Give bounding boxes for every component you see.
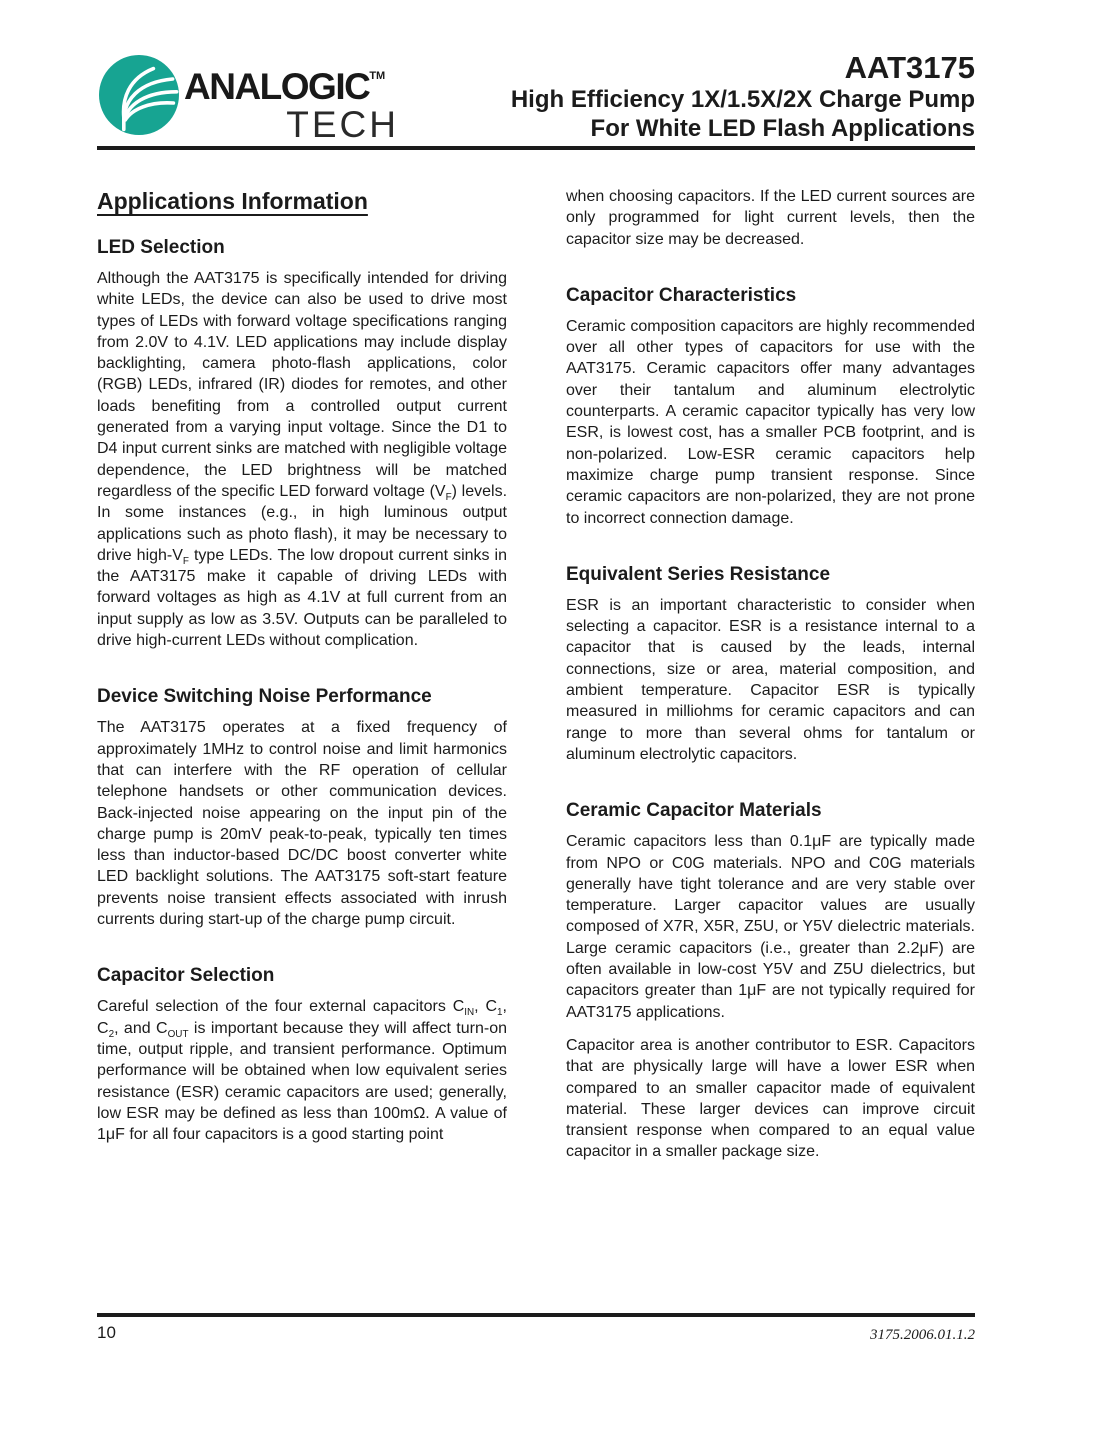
section-heading-ceramic-capacitor-materials: Ceramic Capacitor Materials [566, 800, 822, 822]
doc-title-line2: For White LED Flash Applications [590, 115, 975, 142]
brand-name-analogic [184, 57, 399, 106]
section-heading-device-switching-noise: Device Switching Noise Performance [97, 686, 432, 708]
doc-title-line1: High Efficiency 1X/1.5X/2X Charge Pump [510, 86, 975, 113]
logo-leaf-icon [99, 55, 179, 135]
section-heading-capacitor-characteristics: Capacitor Characteristics [566, 284, 797, 306]
section-heading-capacitor-selection: Capacitor Selection [97, 965, 275, 987]
paragraph-led-selection: Although the AAT3175 is specifically intended for driving white LEDs, the device can also be used to drive most types of LEDs with forward voltage specifications ranging from 2.0V to 4.1V. LED applications may include display backlighting, camera photo-flash applications, color (RGB) LEDs, infrared (IR) diodes for remotes, and other loads benefiting from a controlled output current generated from a varying input voltage. Since the D1 to D4 input current sinks are matched with negligible voltage dependence, the LED brightness will be matched regardless of the specific LED forward voltage $(V_F)$ levels. In some instances (e.g., in high luminous output applications such as photo flash), it may be necessary to drive high-$V_F$ type LEDs. The low dropout current sinks in the AAT3175 make it capable of driving LEDs with forward voltages as high as 4.1V at full current from an input supply as low as 3.5V. Outputs can be paralleled to drive high-current LEDs without complication. [97, 270, 508, 650]
page-number: 10 [97, 1323, 116, 1342]
section-heading-equivalent-series-resistance: Equivalent Series Resistance [566, 563, 831, 585]
header-rule [97, 146, 975, 150]
paragraph-ceramic-capacitor-materials-2: Capacitor area is another contributor to ESR. Capacitors that are physically large will have a lower ESR when compared to an smaller capacitor made of equivalent material. These larger devices can improve circuit transient response when compared to an equal value capacitor in a smaller package size. [566, 1036, 975, 1161]
brand-name-text: ANALOGIC [184, 66, 370, 107]
paragraph-ceramic-capacitor-materials-1: Ceramic capacitors less than 0.1μF are typically made from NPO or C0G materials. NPO and C0G materials generally have tight tolerance and are very stable over temperature. Larger capacitor values are usually composed of X7R, X5R, Z5U, or Y5V dielectric materials. Large ceramic capacitors (i.e., greater than 2.2μF) are often available in low-cost Y5V and Z5U dielectrics, but capacitors greater than 1μF are not typically required for AAT3175 applications. [566, 833, 975, 1021]
paragraph-capacitor-characteristics: Ceramic composition capacitors are highly recommended over all other types of capacitors for use with the AAT3175. Ceramic capacitors offer many advantages over their tantalum and aluminum electrolytic counterparts. A ceramic capacitor typically has very low ESR, is lowest cost, has a smaller PCB footprint, and is non-polarized. Low-ESR ceramic capacitors help maximize charge pump transient response. Since ceramic capacitors are non-polarized, they are not prone to incorrect connection damage. [566, 317, 975, 527]
paragraph-equivalent-series-resistance: ESR is an important characteristic to consider when selecting a capacitor. ESR is a resistance internal to a capacitor that is caused by the leads, internal connections, size or area, material composition, and ambient temperature. Capacitor ESR is typically measured in milliohms for ceramic capacitors and can range to more than several ohms for tantalum or aluminum electrolytic capacitors. [566, 596, 975, 763]
trademark-symbol: TM [369, 70, 386, 82]
paragraph-capacitor-selection: Careful selection of the four external capacitors $C_{IN}$, $C_1$, $C_2$, and $C_{OUT}$ is important because they will affect turn-on time, output ripple, and transient performance. Optimum performance will be obtained when low equivalent series resistance (ESR) ceramic capacitors are used; generally, low ESR may be defined as less than 100mΩ. A value of 1μF for all four capacitors is a good starting point [97, 998, 508, 1144]
left-column [97, 186, 507, 1157]
analogictech-logo [99, 55, 179, 135]
document-revision-code: 3175.2006.01.1.2 [870, 1327, 975, 1343]
title-block [511, 50, 975, 143]
paragraph-capacitor-selection-continued: when choosing capacitors. If the LED current sources are only programmed for light current levels, then the capacitor size may be decreased. [566, 188, 975, 248]
brand-wordmark [184, 57, 399, 143]
part-number: AAT3175 [844, 50, 975, 85]
brand-name-tech: TECH [286, 104, 399, 145]
paragraph-device-switching-noise: The AAT3175 operates at a fixed frequency of approximately 1MHz to control noise and limit harmonics that can interfere with the RF operation of cellular telephone handsets or other communication devices. Back-injected noise appearing on the input pin of the charge pump is 20mV peak-to-peak, typically ten times less than inductor-based DC/DC boost converter white LED backlight solutions. The AAT3175 soft-start feature prevents noise transient effects associated with inrush currents during start-up of the charge pump circuit. [97, 719, 507, 929]
footer-rule [97, 1313, 975, 1317]
right-column [566, 186, 975, 1175]
section-heading-led-selection: LED Selection [97, 237, 225, 258]
main-heading-applications-information: Applications Information [97, 188, 368, 214]
